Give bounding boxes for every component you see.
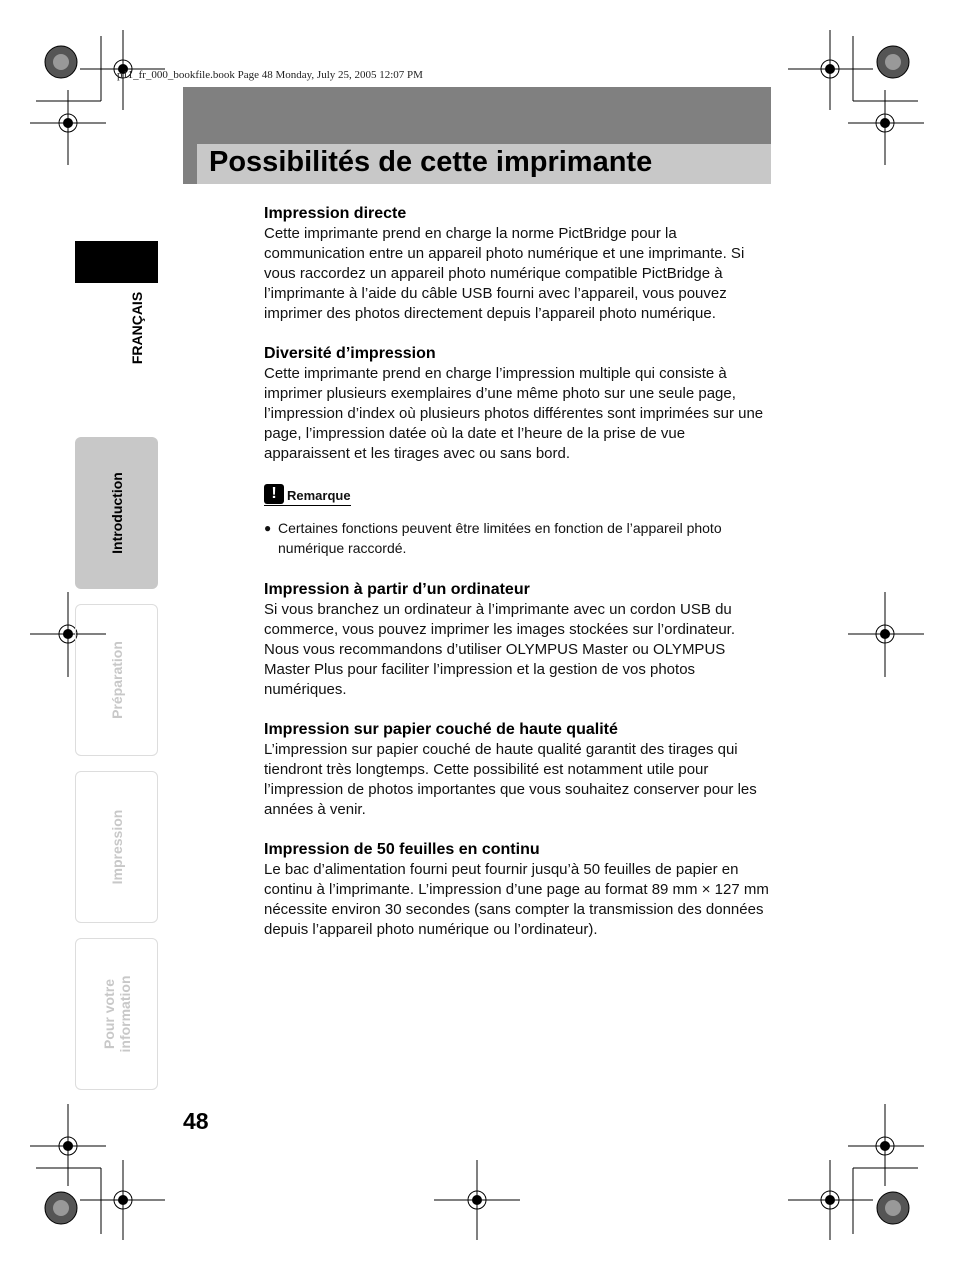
title-bar-top: [183, 87, 771, 144]
section-heading: Impression à partir d’un ordinateur: [264, 581, 530, 598]
tab-preparation[interactable]: [75, 604, 158, 756]
note-title: Remarque: [287, 488, 351, 503]
tab-pour-votre-information[interactable]: [75, 938, 158, 1090]
section-heading: Impression directe: [264, 205, 407, 222]
note-item: [264, 518, 774, 558]
section-text: Cette imprimante prend en charge la norme PictBridge pour la communication entre un appareil photo numérique et une imprimante. Si vous raccordez un appareil photo numérique compatible PictBridge à l’imprimante à l’aide du câble USB fourni avec l’appareil, vous pouvez imprimer des photos directement depuis l’appareil photo numérique.: [264, 225, 745, 322]
section-text: Si vous branchez un ordinateur à l’imprimante avec un cordon USB du commerce, vous pouvez imprimer les images stockées sur l’ordinateur. Nous vous recommandons d’utiliser OLYMPUS Master ou OLYMPUS Master Plus pour faciliter l’impression et la gestion de vos photos numériques.: [264, 601, 736, 698]
section-heading: Impression sur papier couché de haute qualité: [264, 721, 618, 738]
title-accent: [183, 144, 197, 184]
page-number: 48: [183, 1108, 209, 1134]
bullet-icon: ●: [264, 521, 272, 535]
tab-label: Pour votre information: [100, 975, 133, 1053]
note-box: [264, 484, 774, 558]
section-impression-directe: [264, 204, 774, 324]
section-text: L’impression sur papier couché de haute qualité garantit des tirages qui tiendront très longtemps. Cette possibilité est notamment utile pour l’impression de photos importantes que vous souhaitez conserver pour les années à venir.: [264, 741, 757, 818]
section-ordinateur: [264, 580, 774, 700]
tab-introduction[interactable]: [75, 437, 158, 589]
section-text: Le bac d’alimentation fourni peut fournir jusqu’à 50 feuilles de papier en continu à l’imprimante. L’impression d’une page au format 89 mm × 127 mm nécessite environ 30 secondes (sans compter la transmission des données depuis l’appareil photo numérique ou l’ordinateur).: [264, 861, 769, 938]
exclamation-icon: !: [264, 484, 284, 504]
note-text: Certaines fonctions peuvent être limitées en fonction de l’appareil photo numérique raccordé.: [278, 520, 722, 556]
section-text: Cette imprimante prend en charge l’impression multiple qui consiste à imprimer plusieurs exemplaires d’une même photo sur une seule page, l’impression d’index où plusieurs photos différentes sont imprimées sur une page, l’impression datée où la date et l’heure de la prise de vue apparaissent et les tirages avec ou sans bord.: [264, 365, 764, 462]
main-content: [264, 204, 774, 960]
tab-label: Impression: [108, 809, 125, 885]
section-papier-couche: [264, 720, 774, 820]
section-heading: Impression de 50 feuilles en continu: [264, 841, 540, 858]
note-header: [264, 484, 351, 506]
tab-impression[interactable]: [75, 771, 158, 923]
tab-label: Introduction: [108, 472, 125, 554]
section-50-feuilles: [264, 840, 774, 940]
print-slug: p11_fr_000_bookfile.book Page 48 Monday, July 25, 2005 12:07 PM: [117, 69, 423, 81]
tab-label: Préparation: [108, 641, 125, 719]
language-label: FRANÇAIS: [129, 291, 145, 365]
language-marker-block: [75, 241, 158, 283]
section-heading: Diversité d’impression: [264, 345, 436, 362]
section-diversite: [264, 344, 774, 464]
page-title: Possibilités de cette imprimante: [209, 146, 653, 178]
